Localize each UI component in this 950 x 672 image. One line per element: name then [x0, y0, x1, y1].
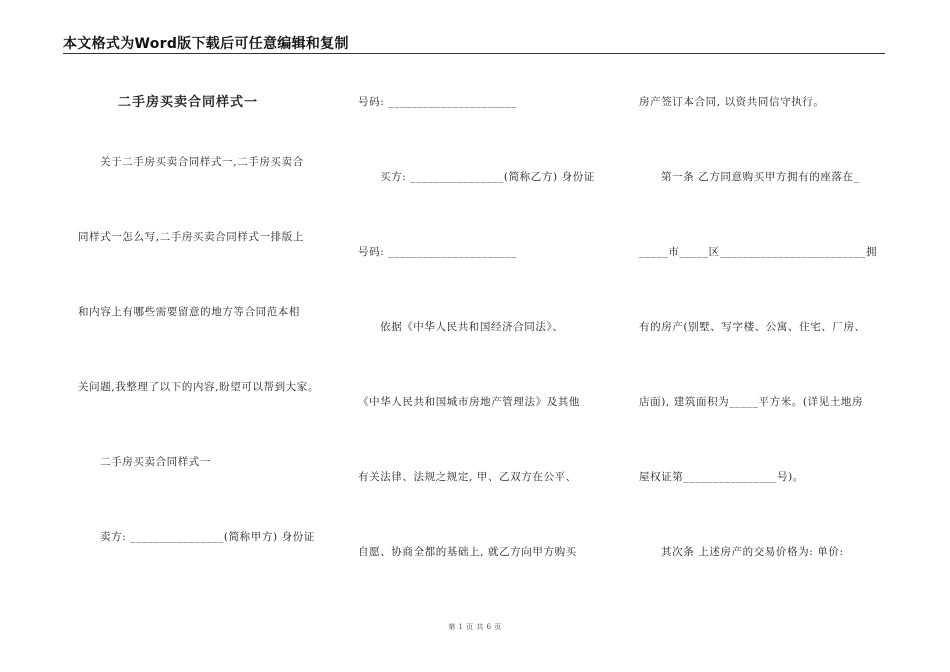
id-number-line: 号码: ______________________	[358, 96, 517, 108]
paragraph-line: 店面), 建筑面积为_____平方米。(详见土地房	[639, 396, 864, 408]
paragraph-line: 《中华人民共和国城市房地产管理法》及其他	[358, 396, 580, 408]
paragraph-line: 有的房产(别墅、写字楼、公寓、住宅、厂房、	[639, 321, 866, 333]
paragraph-line: 关于二手房买卖合同样式一,二手房买卖合	[100, 156, 304, 168]
paragraph-line: 有关法律、法规之规定, 甲、乙双方在公平、	[358, 471, 577, 483]
buyer-line: 买方: ________________(简称乙方) 身份证	[380, 171, 595, 183]
page-number: 第 1 页 共 6 页	[448, 623, 502, 631]
contract-title: 二手房买卖合同样式一	[118, 95, 259, 110]
paragraph-line: 自愿、协商全都的基础上, 就乙方向甲方购买	[358, 546, 577, 558]
paragraph-line: 房产签订本合同, 以资共同信守执行。	[639, 96, 825, 108]
paragraph-line: 依据《中华人民共和国经济合同法》、	[380, 321, 564, 333]
article-one-line: 第一条 乙方同意购买甲方拥有的座落在_	[661, 171, 860, 183]
seller-line: 卖方: ________________(简称甲方) 身份证	[100, 531, 315, 543]
id-number-line: 号码: ______________________	[358, 246, 517, 258]
article-two-line: 其次条 上述房产的交易价格为: 单价:	[661, 546, 844, 558]
paragraph-line: 屋权证第________________号)。	[639, 471, 804, 483]
paragraph-line: 和内容上有哪些需要留意的地方等合同范本相	[78, 306, 300, 318]
paragraph-line: 同样式一怎么写,二手房买卖合同样式一排版上	[78, 231, 304, 243]
section-heading: 二手房买卖合同样式一	[100, 456, 211, 468]
address-line: _____市_____区_________________________拥	[639, 246, 878, 258]
header-divider	[63, 53, 885, 54]
document-header: 本文格式为Word版下载后可任意编辑和复制	[63, 36, 349, 52]
paragraph-line: 关问题,我整理了以下的内容,盼望可以帮到大家。	[78, 381, 319, 393]
